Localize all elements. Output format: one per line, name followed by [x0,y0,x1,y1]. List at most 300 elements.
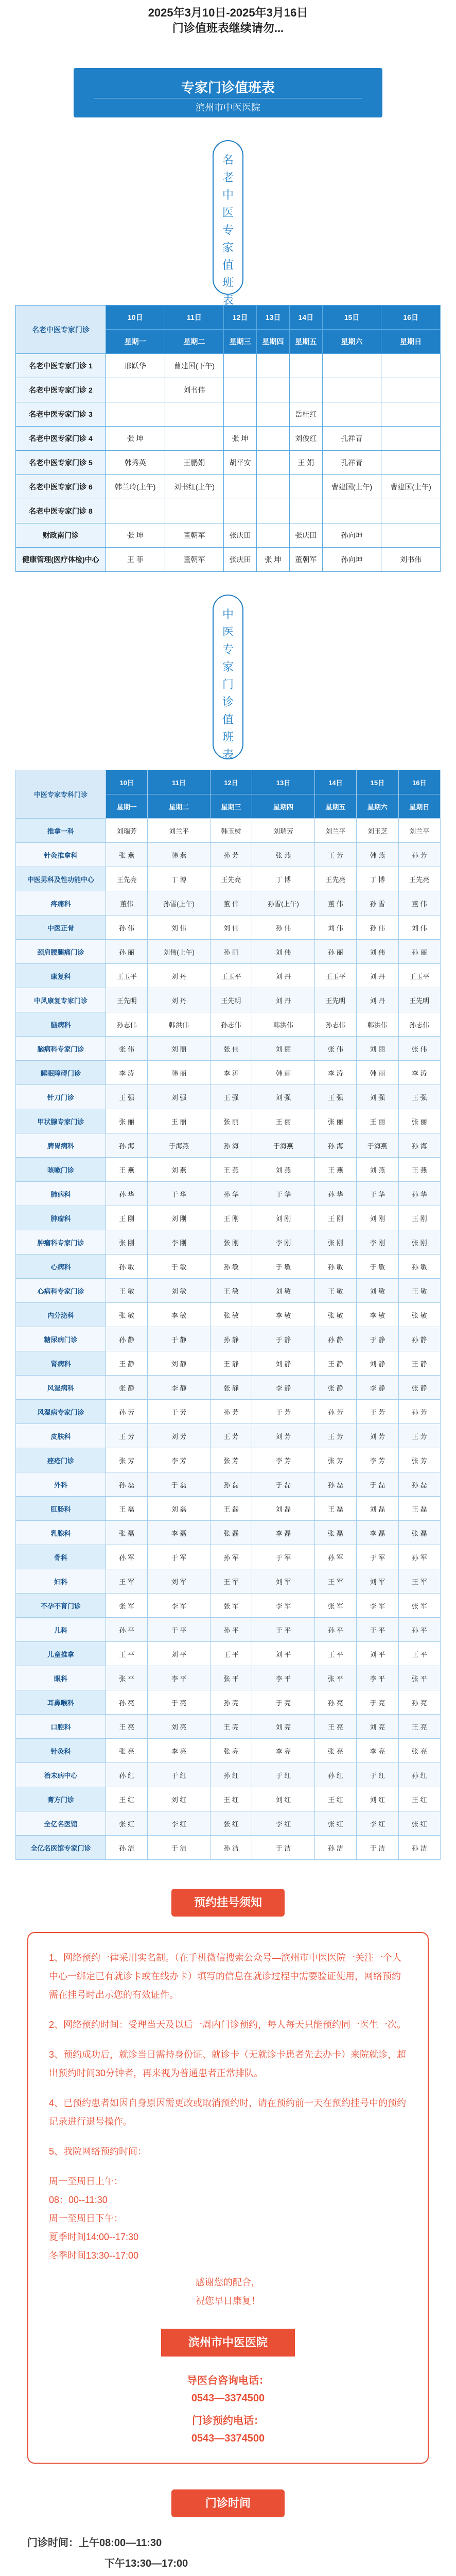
day-header: 16日 [398,770,440,794]
department-cell: 财政南门诊 [16,523,106,548]
doctor-cell: 王先明 [314,988,356,1012]
doctor-cell: 孙 伟 [252,916,314,940]
department-cell: 乳腺科 [16,1521,106,1545]
doctor-cell: 刘 刚 [148,1206,210,1230]
day-header: 15日 [357,770,398,794]
doctor-cell [257,402,290,427]
doctor-cell: 刘兰平 [148,819,210,843]
doctor-cell: 刘 磊 [357,1497,398,1521]
doctor-cell: 李 芳 [357,1448,398,1472]
doctor-cell: 孙 军 [210,1545,252,1569]
vertical-char: 专 [222,643,234,656]
doctor-cell: 王 芳 [314,843,356,867]
doctor-cell: 王 刚 [398,1206,440,1230]
doctor-cell: 孙 芳 [106,1400,148,1424]
doctor-cell: 孙雪(上午) [252,891,314,916]
day-header: 14日 [289,306,322,330]
doctor-cell: 刘 丹 [252,964,314,988]
department-cell: 名老中医专家门诊 2 [16,378,106,402]
doctor-cell: 孙 华 [398,1182,440,1206]
doctor-cell: 李 军 [148,1594,210,1618]
table-row [16,1085,441,1109]
booking-time-line: 周一至周日下午： [49,2213,123,2224]
vertical-title-text [214,606,242,764]
doctor-cell: 于 红 [357,1763,398,1787]
doctor-cell: 张 红 [314,1811,356,1836]
doctor-cell: 王先明 [106,988,148,1012]
weekday-header: 星期四 [252,794,314,819]
doctor-cell: 王 红 [314,1787,356,1811]
doctor-cell: 张庆田 [289,523,322,548]
doctor-cell: 刘 静 [357,1351,398,1376]
department-cell: 脑病科专家门诊 [16,1037,106,1061]
doctor-cell: 李 磊 [252,1521,314,1545]
weekday-header: 星期三 [224,330,257,354]
doctor-cell: 孙 静 [210,1327,252,1351]
doctor-cell: 王 菲 [106,548,165,572]
table-row [16,1690,441,1715]
doctor-cell: 刘 强 [357,1085,398,1109]
table-row [16,1255,441,1279]
doctor-cell: 张 燕 [106,843,148,867]
department-cell: 心病科 [16,1255,106,1279]
doctor-cell: 刘 红 [252,1787,314,1811]
section2-vertical-title [213,595,243,759]
doctor-cell: 刘 伟 [314,916,356,940]
doctor-cell: 张 刚 [398,1230,440,1255]
doctor-cell: 张 静 [210,1376,252,1400]
table-row [16,1472,441,1497]
doctor-cell: 曹建国(上午) [322,475,381,499]
doctor-cell: 张 坤 [224,427,257,451]
table-row [16,964,441,988]
doctor-cell: 王 平 [210,1642,252,1666]
vertical-char: 表 [222,748,234,761]
doctor-cell: 刘 丽 [148,1037,210,1061]
thanks-line-2: 祝您早日康复！ [196,2296,260,2306]
doctor-cell: 刘书伟 [165,378,224,402]
day-header: 11日 [165,306,224,330]
doctor-cell: 李 平 [357,1666,398,1690]
department-cell: 针灸推拿科 [16,843,106,867]
booking-time-line: 夏季时间14:00--17:30 [49,2232,139,2242]
doctor-cell [381,523,441,548]
doctor-cell: 刘 敏 [357,1279,398,1303]
doctor-cell: 刘 亮 [252,1715,314,1739]
doctor-cell: 董朝军 [165,523,224,548]
doctor-cell: 于 静 [148,1327,210,1351]
doctor-cell: 孙向坤 [322,523,381,548]
doctor-cell: 王 亮 [210,1715,252,1739]
doctor-cell: 王 亮 [106,1715,148,1739]
department-cell: 全亿名医馆 [16,1811,106,1836]
doctor-cell: 孙 芳 [210,1400,252,1424]
doctor-cell: 张 敏 [210,1303,252,1327]
doctor-cell: 王玉平 [398,964,440,988]
doctor-cell [322,402,381,427]
doctor-cell: 刘 静 [252,1351,314,1376]
doctor-cell: 于 华 [148,1182,210,1206]
doctor-cell: 于 红 [252,1763,314,1787]
doctor-cell: 于 平 [252,1618,314,1642]
schedule-table-1 [15,305,441,572]
doctor-cell: 王 平 [398,1642,440,1666]
doctor-cell: 韩 燕 [148,843,210,867]
doctor-cell: 孙 雪 [357,891,398,916]
weekday-header: 星期日 [398,794,440,819]
doctor-cell: 刘伟(上午) [148,940,210,964]
table-row [16,916,441,940]
doctor-cell: 董伟 [106,891,148,916]
hours-heading: 门诊时间 [171,2489,285,2517]
department-cell: 名老中医专家门诊 4 [16,427,106,451]
doctor-cell: 张庆田 [224,523,257,548]
doctor-cell: 孙 红 [398,1763,440,1787]
doctor-cell: 李 芳 [148,1448,210,1472]
doctor-cell: 王玉平 [314,964,356,988]
doctor-cell: 王 军 [210,1569,252,1594]
vertical-char: 诊 [222,696,234,708]
doctor-cell: 王 刚 [210,1206,252,1230]
doctor-cell: 张 芳 [210,1448,252,1472]
doctor-cell: 王 敏 [210,1279,252,1303]
table-row [16,1230,441,1255]
notice: 门诊值班表继续请勿... [172,22,284,35]
doctor-cell: 刘 燕 [357,1158,398,1182]
doctor-cell: 张 伟 [398,1037,440,1061]
doctor-cell: 刘 静 [148,1351,210,1376]
table-row [16,843,441,867]
doctor-cell: 孙 平 [314,1618,356,1642]
doctor-cell: 刘 刚 [357,1206,398,1230]
doctor-cell: 孙 伟 [357,916,398,940]
doctor-cell: 王鹏娟 [165,451,224,475]
day-header: 13日 [252,770,314,794]
table-row [16,1351,441,1376]
doctor-cell: 张 亮 [398,1739,440,1763]
doctor-cell: 王 磊 [314,1497,356,1521]
doctor-cell: 曹建国(上午) [381,475,441,499]
weekday-header: 星期二 [148,794,210,819]
doctor-cell: 张 伟 [314,1037,356,1061]
vertical-char: 门 [222,678,234,691]
doctor-cell: 刘瑞芳 [106,819,148,843]
doctor-cell: 王 丽 [148,1109,210,1133]
doctor-cell: 刘俊红 [289,427,322,451]
doctor-cell: 于 军 [252,1545,314,1569]
doctor-cell: 王 燕 [106,1158,148,1182]
doctor-cell [289,354,322,378]
doctor-cell: 于 敏 [148,1255,210,1279]
booking-phone[interactable]: 0543—3374500 [191,2433,265,2444]
doctor-cell: 刘 平 [357,1642,398,1666]
day-header: 15日 [322,306,381,330]
table-row [16,1158,441,1182]
department-cell: 治未病中心 [16,1763,106,1787]
doctor-cell [257,354,290,378]
doctor-cell: 张 丽 [210,1109,252,1133]
booking-item: 2、网络预约时间：受理当天及以后一周内门诊预约，每人每天只能预约同一医生一次。 [49,2020,407,2030]
doctor-cell: 刘 伟 [398,916,440,940]
doctor-cell: 张 刚 [210,1230,252,1255]
doctor-cell: 刘 红 [357,1787,398,1811]
doctor-cell: 孙 芳 [398,843,440,867]
doctor-cell: 董 伟 [398,891,440,916]
doctor-cell [257,523,290,548]
doctor-cell: 于 洁 [252,1836,314,1860]
doctor-cell: 张 军 [398,1594,440,1618]
vertical-char: 中 [222,608,234,621]
weekday-header: 星期四 [257,330,290,354]
booking-notice-box [27,1932,429,2464]
doctor-cell [165,427,224,451]
table-row [16,1303,441,1327]
doctor-cell: 张 平 [314,1666,356,1690]
doctor-cell [381,499,441,523]
department-cell: 眼科 [16,1666,106,1690]
department-cell: 不孕不育门诊 [16,1594,106,1618]
department-cell: 颈肩腰腿痛门诊 [16,940,106,964]
doctor-cell: 张 敏 [314,1303,356,1327]
doctor-cell: 于 芳 [252,1400,314,1424]
doctor-cell: 刘 军 [357,1569,398,1594]
table-row [16,1836,441,1860]
doctor-cell: 于 军 [148,1545,210,1569]
doctor-cell: 孙志伟 [210,1012,252,1037]
doctor-cell: 孙 芳 [398,1400,440,1424]
table-row [16,1787,441,1811]
doctor-cell: 张 磊 [210,1521,252,1545]
department-cell: 名老中医专家门诊 5 [16,451,106,475]
department-cell: 肺病科 [16,1182,106,1206]
doctor-cell: 于 洁 [357,1836,398,1860]
department-cell: 口腔科 [16,1715,106,1739]
day-header: 11日 [148,770,210,794]
doctor-cell: 王 红 [210,1787,252,1811]
banner-title: 专家门诊值班表 [181,80,275,95]
day-header: 12日 [210,770,252,794]
doctor-cell: 李 红 [148,1811,210,1836]
department-cell: 骨科 [16,1545,106,1569]
day-header: 12日 [224,306,257,330]
table-corner-label: 名老中医专家门诊 [16,306,106,354]
doctor-cell: 张 静 [106,1376,148,1400]
doctor-cell: 李 红 [252,1811,314,1836]
doctor-cell: 张 军 [314,1594,356,1618]
table-row [16,1569,441,1594]
doctor-cell: 刘 燕 [148,1158,210,1182]
doctor-cell: 刘 丹 [252,988,314,1012]
doctor-cell: 张 红 [210,1811,252,1836]
doctor-cell: 孙 敏 [210,1255,252,1279]
doctor-cell: 王 芳 [398,1424,440,1448]
doctor-cell: 孙 静 [314,1327,356,1351]
doctor-cell: 刘 刚 [252,1206,314,1230]
booking-times [49,2172,407,2265]
doctor-cell: 王 静 [210,1351,252,1376]
table-row [16,940,441,964]
doctor-cell: 王 亮 [314,1715,356,1739]
doctor-cell: 于 红 [148,1763,210,1787]
booking-item: 5、我院网络预约时间： [49,2146,147,2157]
doctor-cell: 刘 伟 [357,940,398,964]
doctor-cell: 王 红 [106,1787,148,1811]
doctor-cell: 张 刚 [106,1230,148,1255]
vertical-title-text [214,151,242,309]
department-cell: 中风康复专家门诊 [16,988,106,1012]
department-cell: 名老中医专家门诊 3 [16,402,106,427]
doctor-cell: 张 红 [106,1811,148,1836]
doctor-cell: 韩 丽 [252,1061,314,1085]
doctor-cell: 王 芳 [106,1424,148,1448]
table-row [16,891,441,916]
doctor-cell [165,402,224,427]
doctor-cell: 王 燕 [398,1158,440,1182]
department-cell: 儿科 [16,1618,106,1642]
doctor-cell: 丁 博 [252,867,314,891]
doctor-cell: 于 军 [357,1545,398,1569]
doctor-cell: 刘玉芝 [357,819,398,843]
doctor-cell: 李 军 [252,1594,314,1618]
doctor-cell: 王玉平 [210,964,252,988]
section1-vertical-title [213,140,243,307]
doctor-cell [165,499,224,523]
doctor-cell: 孙 敏 [398,1255,440,1279]
doctor-cell: 王 芳 [314,1424,356,1448]
doctor-cell: 曹建国(下午) [165,354,224,378]
doctor-cell: 王 刚 [106,1206,148,1230]
doctor-cell: 张 敏 [106,1303,148,1327]
doctor-cell: 王 强 [398,1085,440,1109]
vertical-char: 班 [222,276,234,289]
doctor-cell: 孙 丽 [314,940,356,964]
doctor-cell: 李 磊 [357,1521,398,1545]
doctor-cell: 于 平 [357,1618,398,1642]
doctor-cell: 王玉平 [106,964,148,988]
vertical-char: 名 [222,154,234,166]
doctor-cell: 董 伟 [210,891,252,916]
doctor-cell: 王 强 [106,1085,148,1109]
hotline-phone[interactable]: 0543—3374500 [191,2393,265,2404]
doctor-cell: 刘 芳 [357,1424,398,1448]
doctor-cell: 刘 丹 [148,988,210,1012]
doctor-cell: 刘瑞芳 [252,819,314,843]
doctor-cell: 李 磊 [148,1521,210,1545]
doctor-cell: 孔祥青 [322,427,381,451]
doctor-cell: 孙 红 [106,1763,148,1787]
doctor-cell: 刘 红 [148,1787,210,1811]
doctor-cell: 于 芳 [357,1400,398,1424]
doctor-cell: 张 平 [398,1666,440,1690]
doctor-cell: 王 军 [314,1569,356,1594]
doctor-cell: 孙 红 [314,1763,356,1787]
hospital-name: 滨州市中医医院 [161,2329,295,2357]
booking-item: 3、预约成功后，就诊当日需持身份证、就诊卡（无就诊卡患者先去办卡）来院就诊，超出预约时间30分钟者，再来视为普通患者正常排队。 [49,2049,407,2078]
table-row [16,1279,441,1303]
department-cell: 皮肤科 [16,1424,106,1448]
doctor-cell: 孙 亮 [106,1690,148,1715]
doctor-cell: 王 燕 [210,1158,252,1182]
vertical-char: 专 [222,224,234,236]
doctor-cell: 张 伟 [210,1037,252,1061]
table-row [16,867,441,891]
doctor-cell: 刘书红(上午) [165,475,224,499]
doctor-cell: 张 芳 [314,1448,356,1472]
doctor-cell [106,402,165,427]
department-cell: 肛肠科 [16,1497,106,1521]
table-row [16,1642,441,1666]
doctor-cell: 王 平 [314,1642,356,1666]
department-cell: 针灸科 [16,1739,106,1763]
table-row [16,427,441,451]
table-row [16,1182,441,1206]
doctor-cell [224,402,257,427]
title-banner [74,68,382,117]
doctor-cell: 张 丽 [106,1109,148,1133]
doctor-cell: 王 平 [106,1642,148,1666]
doctor-cell: 于 磊 [252,1472,314,1497]
doctor-cell: 韩兰玲(上午) [106,475,165,499]
doctor-cell: 李 静 [252,1376,314,1400]
doctor-cell: 王 娟 [289,451,322,475]
doctor-cell: 张 静 [398,1376,440,1400]
doctor-cell: 王 丽 [357,1109,398,1133]
booking-items [49,1948,407,2161]
doctor-cell: 孙 华 [210,1182,252,1206]
doctor-cell: 韩洪伟 [252,1012,314,1037]
vertical-char: 家 [222,660,234,673]
doctor-cell: 孙志伟 [314,1012,356,1037]
doctor-cell: 李 亮 [252,1739,314,1763]
booking-heading: 预约挂号须知 [171,1889,285,1917]
department-cell: 中医男科及性功能中心 [16,867,106,891]
doctor-cell: 孙 伟 [106,916,148,940]
day-header: 10日 [106,306,165,330]
doctor-cell: 孙 华 [314,1182,356,1206]
hours-pm: 下午13:30—17:00 [104,2558,188,2569]
doctor-cell: 岳桂红 [289,402,322,427]
doctor-cell: 李 敏 [148,1303,210,1327]
table-row [16,1618,441,1642]
doctor-cell: 孙雪(上午) [148,891,210,916]
banner-subtitle: 滨州市中医医院 [196,103,260,113]
doctor-cell: 刘 军 [252,1569,314,1594]
weekday-header: 星期二 [165,330,224,354]
department-cell: 风湿病科 [16,1376,106,1400]
table-row [16,1109,441,1133]
department-cell: 健康管理(医疗体检)中心 [16,548,106,572]
doctor-cell: 董 伟 [314,891,356,916]
doctor-cell: 于 敏 [357,1255,398,1279]
table-row [16,1133,441,1158]
doctor-cell: 于海燕 [148,1133,210,1158]
doctor-cell: 于海燕 [357,1133,398,1158]
table-row [16,499,441,523]
weekday-header: 星期六 [322,330,381,354]
doctor-cell: 李 亮 [148,1739,210,1763]
doctor-cell: 李 平 [148,1666,210,1690]
booking-phone-label: 门诊预约电话： [192,2415,264,2427]
doctor-cell: 王先亮 [210,867,252,891]
doctor-cell: 孙 海 [398,1133,440,1158]
doctor-cell: 于 亮 [148,1690,210,1715]
department-cell: 内分泌科 [16,1303,106,1327]
doctor-cell: 孙 洁 [398,1836,440,1860]
table-row [16,1037,441,1061]
doctor-cell: 于 平 [148,1618,210,1642]
doctor-cell: 张 亮 [314,1739,356,1763]
doctor-cell [106,499,165,523]
